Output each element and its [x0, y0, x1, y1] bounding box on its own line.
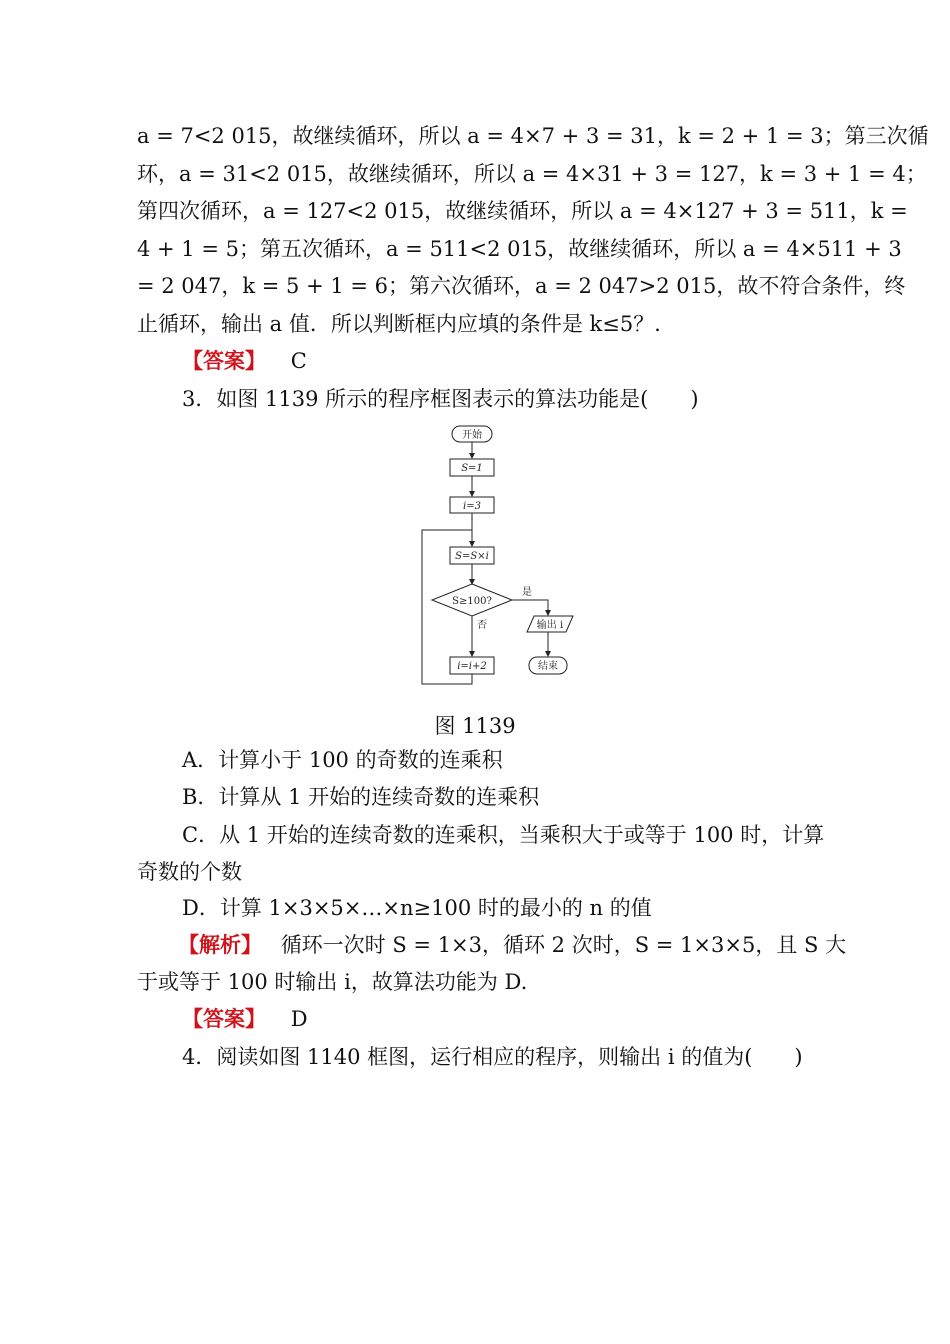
s-init-label: S=1 — [461, 463, 483, 474]
answer-2 — [182, 347, 307, 375]
question-4: 4．阅读如图 1140 框图，运行相应的程序，则输出 i 的值为( ) — [182, 1045, 803, 1069]
answer-3 — [182, 1005, 308, 1033]
answer-value: C — [290, 349, 307, 373]
option-d: D．计算 1×3×5×…×n≥100 时的最小的 n 的值 — [182, 896, 652, 920]
end-label: 结束 — [538, 661, 558, 672]
no-label: 否 — [477, 620, 487, 631]
analysis-3-line1 — [178, 931, 846, 959]
answer-label: 【答案】 — [182, 348, 266, 373]
output-label: 输出 i — [536, 620, 564, 631]
condition-label: S≥100? — [452, 596, 492, 607]
answer-value: D — [290, 1007, 308, 1031]
paragraph-line-3: 第四次循环，a = 127<2 015，故继续循环，所以 a = 4×127 + 3 = 511，k = — [137, 199, 908, 223]
option-c-line1: C．从 1 开始的连续奇数的连乘积，当乘积大于或等于 100 时，计算 — [182, 823, 825, 847]
arrow-cond-output — [512, 600, 548, 615]
increment-label: i=i+2 — [457, 661, 487, 672]
figure-caption: 图 1139 — [434, 714, 516, 738]
i-init-label: i=3 — [463, 501, 481, 512]
paragraph-line-2: 环，a = 31<2 015，故继续循环，所以 a = 4×31 + 3 = 127，k = 3 + 1 = 4； — [137, 162, 927, 186]
option-c-line2: 奇数的个数 — [137, 860, 242, 884]
paragraph-line-6: 止循环，输出 a 值．所以判断框内应填的条件是 k≤5？． — [137, 312, 676, 336]
paragraph-line-1: a = 7<2 015，故继续循环，所以 a = 4×7 + 3 = 31，k = 2 + 1 = 3；第三次循 — [137, 124, 929, 148]
paragraph-line-4: 4 + 1 = 5；第五次循环，a = 511<2 015，故继续循环，所以 a = 4×511 + 3 — [137, 237, 902, 261]
start-label: 开始 — [462, 430, 482, 441]
option-b: B．计算从 1 开始的连续奇数的连乘积 — [182, 785, 540, 809]
analysis-text-1: 循环一次时 S = 1×3，循环 2 次时，S = 1×3×5，且 S 大 — [280, 933, 847, 957]
multiply-label: S=S×i — [455, 551, 489, 562]
option-a: A．计算小于 100 的奇数的连乘积 — [182, 748, 503, 772]
question-3: 3．如图 1139 所示的程序框图表示的算法功能是( ) — [182, 387, 699, 411]
flowchart — [415, 420, 585, 688]
analysis-label: 【解析】 — [178, 932, 262, 957]
paragraph-line-5: = 2 047，k = 5 + 1 = 6；第六次循环，a = 2 047>2 015，故不符合条件，终 — [137, 274, 906, 298]
yes-label: 是 — [522, 587, 532, 598]
answer-label: 【答案】 — [182, 1006, 266, 1031]
analysis-3-line2: 于或等于 100 时输出 i，故算法功能为 D. — [137, 970, 528, 994]
